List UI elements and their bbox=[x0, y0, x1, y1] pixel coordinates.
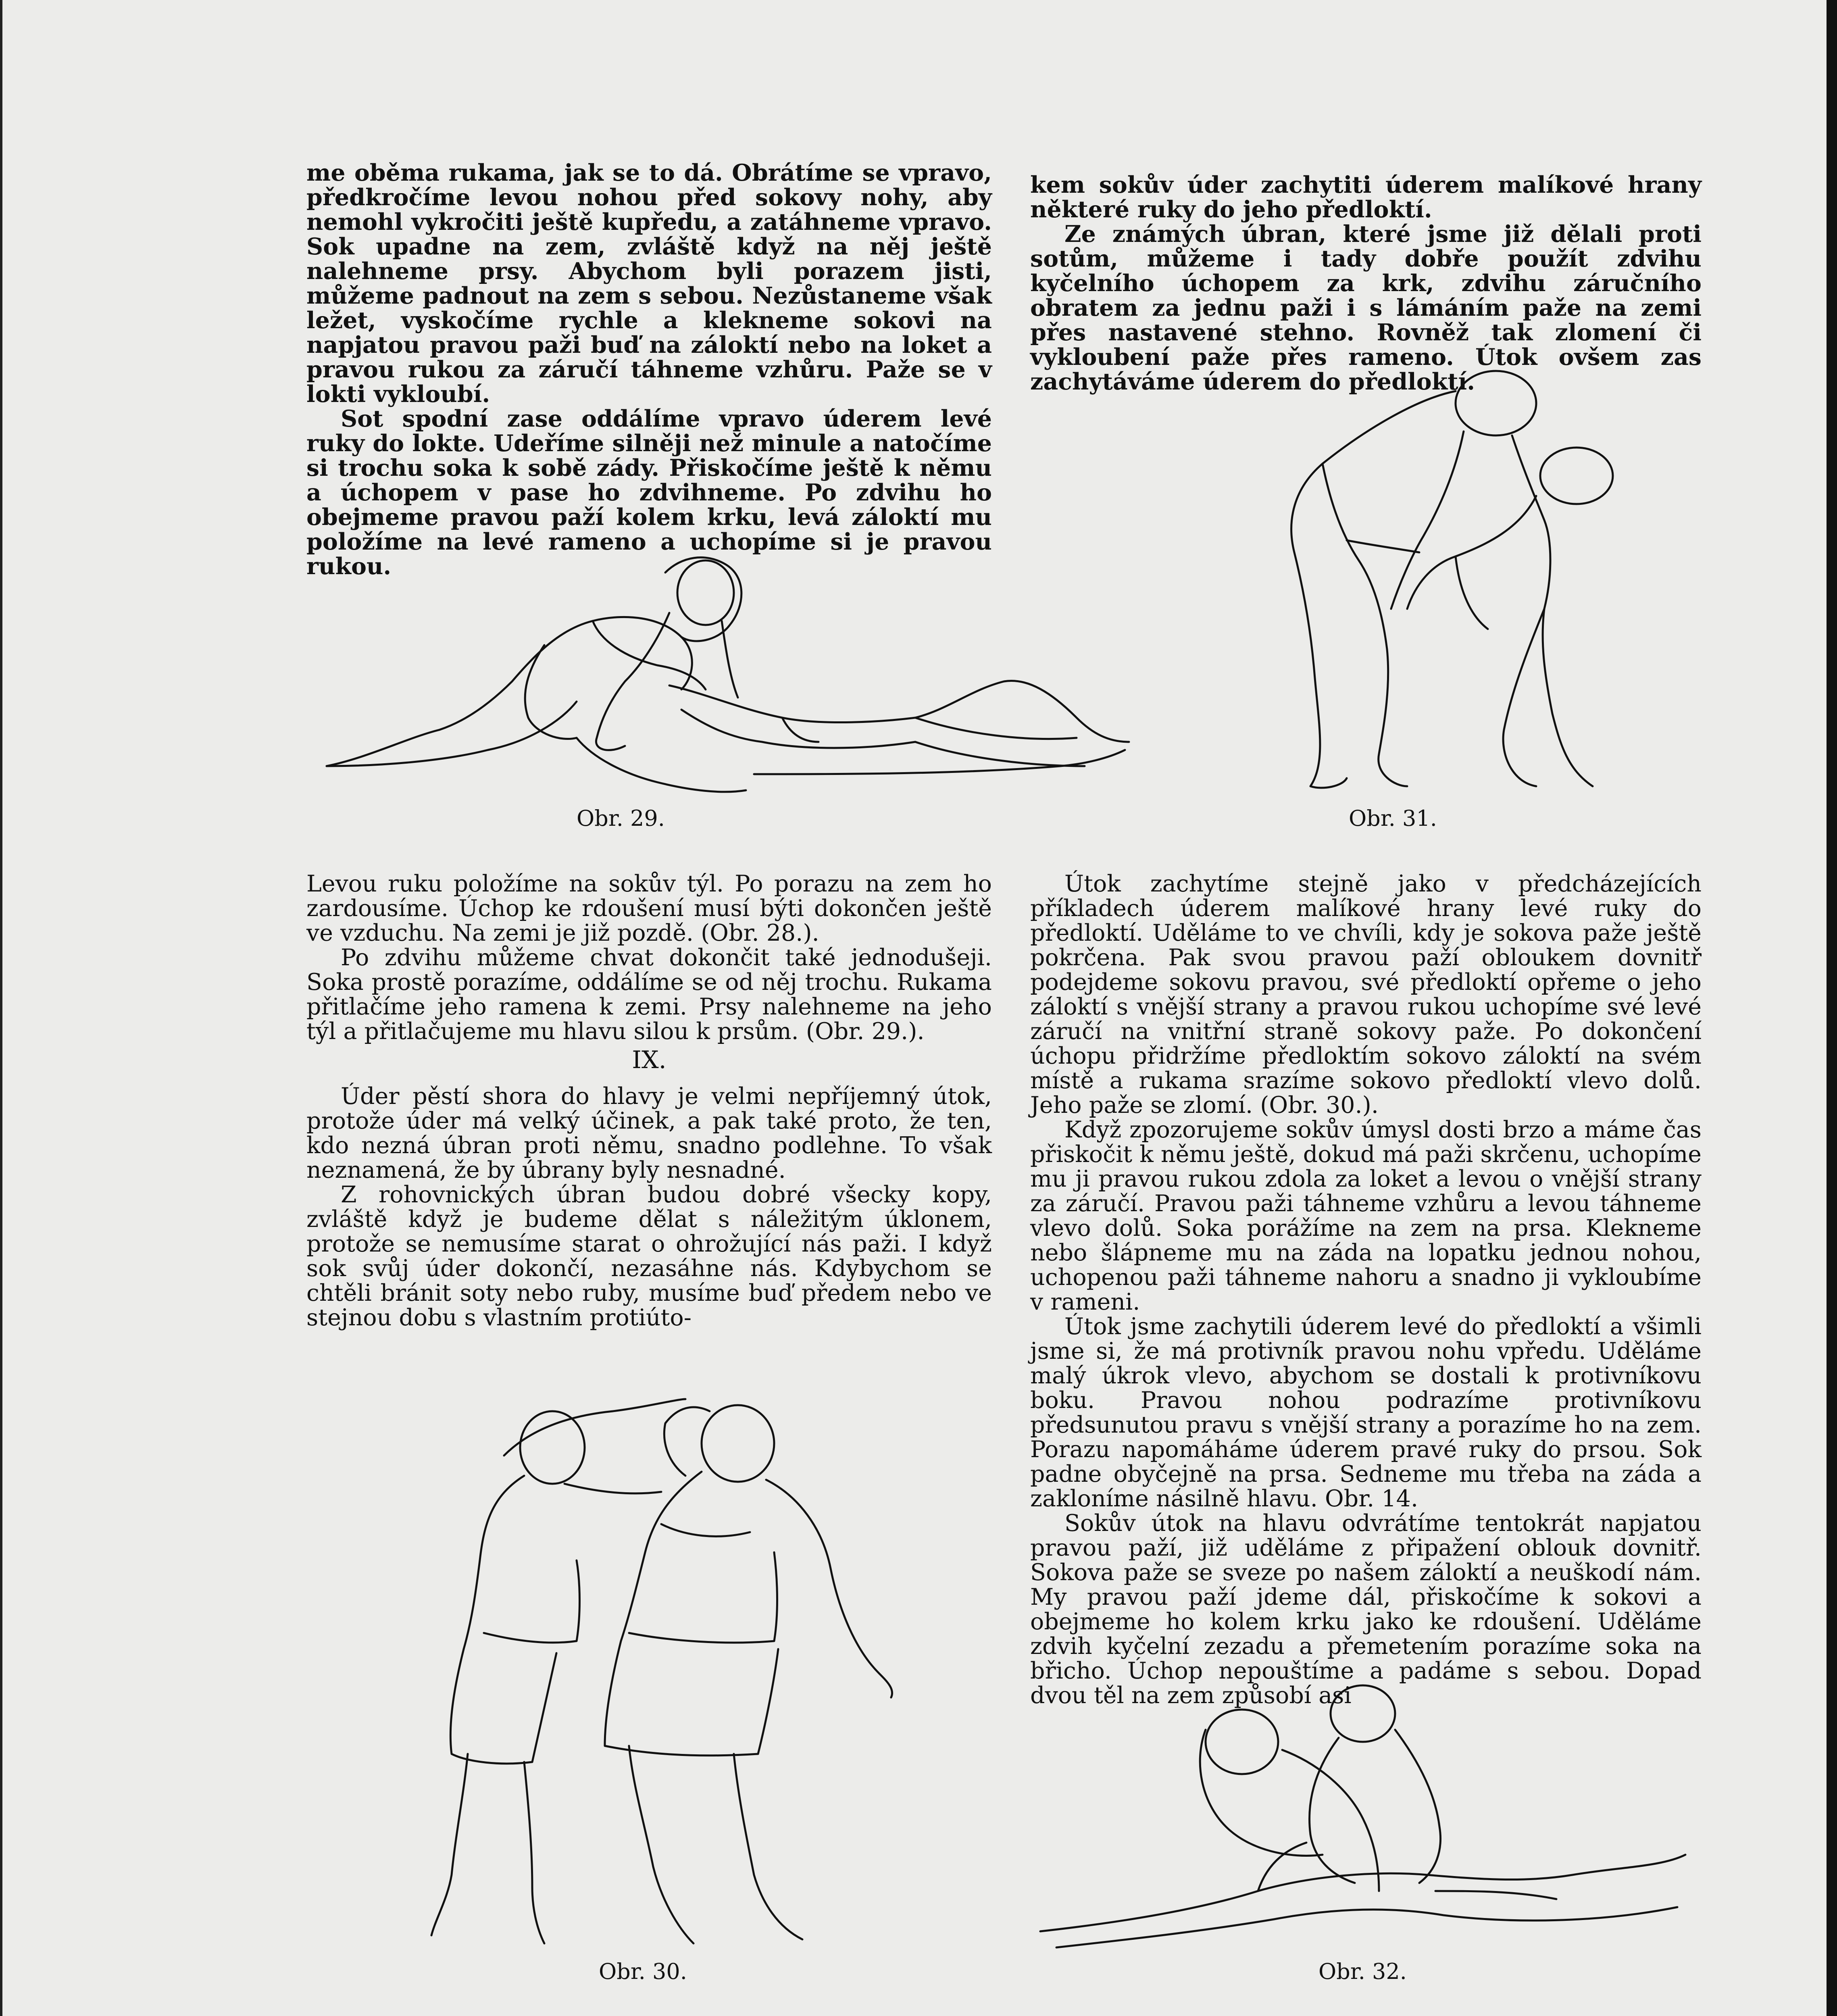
section-heading: IX. bbox=[632, 1046, 666, 1074]
paragraph: Sokův útok na hlavu odvrátíme tentokrát napjatou pravou paží, již uděláme z připažení oblouk dovnitř. Sokova paže se sveze po našem záloktí a neuškodí nám. My pravou paží jdeme dál, přiskočíme k sokovi a obejmeme ho kolem krku jako ke rdoušení. Uděláme zdvih kyčelní zezadu a přemetením porazíme soka na břicho. Úchop nepouštíme a padáme s sebou. Dopad dvou těl na zem způsobí asi bbox=[1030, 1510, 1702, 1709]
figure-32-caption: Obr. 32. bbox=[1318, 1959, 1407, 1984]
figure-31-caption: Obr. 31. bbox=[1349, 806, 1437, 831]
paragraph: Útok jsme zachytili úderem levé do předloktí a všimli jsme si, že má protivník pravou nohu vpředu. Uděláme malý úkrok vlevo, abychom se dostali k protivníkovu boku. Pravou nohou podrazíme protivníkovu předsunutou pravu s vnější strany a porazíme ho na zem. Porazu napomáháme úderem pravé ruky do prsou. Sok padne obyčejně na prsa. Sedneme mu třeba na záda a zakloníme násilně hlavu. Obr. 14. bbox=[1030, 1313, 1702, 1512]
paragraph: Levou ruku položíme na sokův týl. Po porazu na zem ho zardousíme. Úchop ke rdoušení musí býti dokončen ještě ve vzduchu. Na zemi je již pozdě. (Obr. 28.). bbox=[306, 871, 992, 946]
scan-edge-left bbox=[0, 0, 2, 2016]
figure-29-caption: Obr. 29. bbox=[577, 806, 665, 831]
right-column-top-text bbox=[1030, 173, 1702, 394]
paragraph: Úder pěstí shora do hlavy je velmi nepříjemný útok, protože úder má velký účinek, a pak také proto, že ten, kdo nezná úbran proti němu, snadno podlehne. To však neznamená, že by úbrany byly nesnadné. bbox=[306, 1083, 992, 1183]
paragraph: Když zpozorujeme sokův úmysl dosti brzo a máme čas přiskočit k němu ještě, dokud má paži skrčenu, uchopíme mu ji pravou rukou zdola za loket a levou o vnější strany za záručí. Pravou paži táhneme vzhůru a levou táhneme vlevo dolů. Soka porážíme na zem na prsa. Klekneme nebo šlápneme mu na záda na lopatku jednou nohou, uchopenou paži táhneme nahoru a snadno ji vykloubíme v rameni. bbox=[1030, 1116, 1702, 1315]
paragraph: kem sokův úder zachytiti úderem malíkové hrany některé ruky do jeho předloktí. bbox=[1030, 171, 1702, 223]
paragraph: me oběma rukama, jak se to dá. Obrátíme se vpravo, předkročíme levou nohou před sokovy nohy, aby nemohl vykročiti ještě kupředu, a zatáhneme vpravo. Sok upadne na zem, zvláště když na něj ještě nalehneme prsy. Abychom byli porazem jisti, můžeme padnout na zem s sebou. Nezůstaneme však ležet, vyskočíme rychle a klekneme sokovi na napjatou pravou paži buď na záloktí nebo na loket a pravou rukou za záručí táhneme vzhůru. Paže se v lokti vykloubí. bbox=[306, 159, 992, 408]
paragraph: Ze známých úbran, které jsme již dělali proti sotům, můžeme i tady dobře použít zdvihu kyčelního úchopem za krk, zdvihu záručního obratem za jednu paži i s lámáním paže na zemi přes nastavené stehno. Rovněž tak zlomení či vykloubení paže přes rameno. Útok ovšem zas zachytáváme úderem do předloktí. bbox=[1030, 221, 1702, 395]
right-column-bottom-text bbox=[1030, 872, 1702, 1708]
left-column-bottom-text bbox=[306, 872, 992, 1330]
scan-edge-right bbox=[1827, 0, 1837, 2016]
paragraph: Po zdvihu můžeme chvat dokončit také jednodušeji. Soka prostě porazíme, oddálíme se od něj trochu. Rukama přitlačíme jeho ramena k zemi. Prsy nalehneme na jeho týl a přitlačujeme mu hlavu silou k prsům. (Obr. 29.). bbox=[306, 944, 992, 1045]
figure-30-illustration bbox=[403, 1391, 911, 1972]
paragraph: Útok zachytíme stejně jako v předcházejících příkladech úderem malíkové hrany levé ruky do předloktí. Uděláme to ve chvíli, kdy je sokova paže ještě pokrčena. Pak svou pravou paží obloukem dovnitř podejdeme sokovu pravou, své předloktí opřeme o jeho záloktí s vnější strany a pravou rukou uchopíme své levé záručí na vnitřní straně sokovy paže. Po dokončení úchopu přidržíme předloktím sokovo záloktí na svém místě a rukama srazíme sokovo předloktí vlevo dolů. Jeho paže se zlomí. (Obr. 30.). bbox=[1030, 871, 1702, 1118]
figure-30-caption: Obr. 30. bbox=[599, 1959, 687, 1984]
paragraph: Z rohovnických úbran budou dobré všecky kopy, zvláště když je budeme dělat s náležitým úklonem, protože se nemusíme starat o ohrožující nás paži. I když sok svůj úder dokončí, nezasáhne nás. Kdybychom se chtěli bránit soty nebo ruby, musíme buď předem nebo ve stejnou dobu s vlastním protiúto- bbox=[306, 1181, 992, 1331]
figure-32-illustration bbox=[1032, 1681, 1697, 1956]
figure-29-illustration bbox=[319, 548, 1181, 806]
paragraph: Sot spodní zase oddálíme vpravo úderem levé ruky do lokte. Udeříme silněji než minule a natočíme si trochu soka k sobě zády. Přiskočíme ještě k němu a úchopem v pase ho zdvihneme. Po zdvihu ho obejmeme pravou paží kolem krku, levá záloktí mu položíme na levé rameno a uchopíme si je pravou rukou. bbox=[306, 405, 992, 580]
figure-31-illustration bbox=[1262, 367, 1633, 802]
left-column-top-text bbox=[306, 160, 992, 579]
